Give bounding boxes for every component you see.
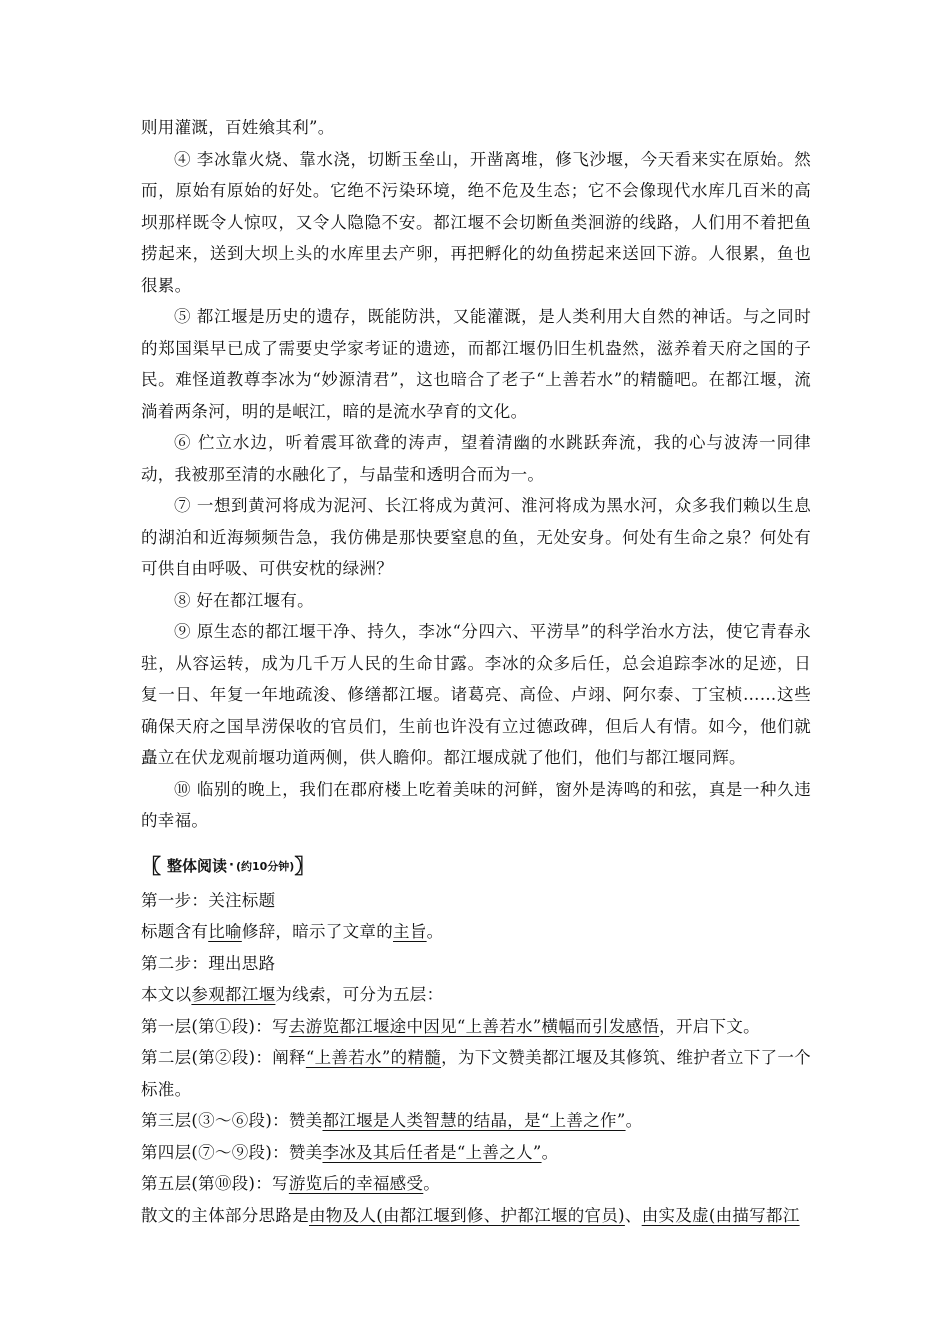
text-segment: 第二层(第②段)：阐释 <box>141 1048 306 1067</box>
step2-line: 第二步：理出思路 <box>141 953 276 973</box>
underlined-answer: 游览后的幸福感受 <box>288 1174 424 1193</box>
section-time-note: (约10分钟) <box>235 859 295 873</box>
text-segment: 标题含有 <box>141 922 209 941</box>
underlined-answer: “上善若水”的精髓 <box>305 1048 442 1067</box>
title-analysis-line <box>141 916 811 948</box>
layer5-line <box>141 1168 811 1200</box>
open-bracket: 〖 <box>141 853 161 878</box>
summary-line <box>141 1200 811 1232</box>
step1-line: 第一步：关注标题 <box>141 890 276 910</box>
text-segment: 、 <box>624 1205 642 1225</box>
clue-line <box>141 979 811 1011</box>
layer3-line <box>141 1105 811 1137</box>
text-segment: 第一层(第①段)：写 <box>141 1016 289 1036</box>
section-dot: · <box>229 858 234 873</box>
paragraph-3-end: 则用灌溉，百姓飨其利”。 <box>141 118 335 137</box>
text-segment: ，开启下文。 <box>659 1016 760 1036</box>
text-segment: 第三层(③～⑥段)：赞美 <box>141 1111 323 1130</box>
document-page <box>141 112 811 1231</box>
paragraph-8: ⑧ 好在都江堰有。 <box>174 590 314 610</box>
underlined-answer: 主旨 <box>393 922 427 941</box>
paragraph-5: ⑤ 都江堰是历史的遗存，既能防洪，又能灌溉，是人类利用大自然的神话。与之同时的郑国渠早已成了需要史学家考证的遗迹，而都江堰仍旧生机盎然，滋养着天府之国的子民。难怪道教尊李冰为“妙源清君”，这也暗合了老子“上善若水”的精髓吧。在都江堰，流淌着两条河，明的是岷江，暗的是流水孕育的文化。 <box>141 307 811 421</box>
underlined-answer: 去游览都江堰途中因见“上善若水”横幅而引发感悟 <box>288 1016 660 1036</box>
section-heading <box>141 851 811 881</box>
paragraph-9: ⑨ 原生态的都江堰干净、持久，李冰“分四六、平涝旱”的科学治水方法，使它青春永驻，从容运转，成为几千万人民的生命甘露。李冰的众多后任，总会追踪李冰的足迹，日复一日、年复一年地疏浚、修缮都江堰。诸葛亮、高俭、卢翊、阿尔泰、丁宝桢……这些确保天府之国旱涝保收的官员们，生前也许没有立过德政碑，但后人有情。如今，他们就矗立在伏龙观前堰功道两侧，供人瞻仰。都江堰成就了他们，他们与都江堰同辉。 <box>141 622 811 767</box>
paragraph-10: ⑩ 临别的晚上，我们在郡府楼上吃着美味的河鲜，窗外是涛鸣的和弦，真是一种久违的幸福。 <box>141 779 811 830</box>
layer2-line <box>141 1042 811 1105</box>
text-segment: ，为下文赞美都江堰及其修筑、维护者立下了一个标准。 <box>141 1048 811 1099</box>
paragraph-4: ④ 李冰靠火烧、靠水浇，切断玉垒山，开凿离堆，修飞沙堰，今天看来实在原始。然而，原始有原始的好处。它绝不污染环境，绝不危及生态；它不会像现代水库几百米的高坝那样既令人惊叹，又令人隐隐不安。都江堰不会切断鱼类洄游的线路，人们用不着把鱼捞起来，送到大坝上头的水库里去产卵，再把孵化的幼鱼捞起来送回下游。人很累，鱼也很累。 <box>141 149 811 295</box>
text-segment: 。 <box>625 1111 643 1130</box>
text-segment: 第四层(⑦～⑨段)：赞美 <box>141 1142 323 1162</box>
text-segment: 。 <box>541 1142 559 1162</box>
paragraph-6: ⑥ 伫立水边，听着震耳欲聋的涛声，望着清幽的水跳跃奔流，我的心与波涛一同律动，我被那至清的水融化了，与晶莹和透明合而为一。 <box>141 433 811 484</box>
underlined-answer: 由物及人(由都江堰到修、护都江堰的官员) <box>309 1205 625 1225</box>
underlined-answer: 都江堰是人类智慧的结晶，是“上善之作” <box>322 1111 626 1130</box>
underlined-answer: 李冰及其后任者是“上善之人” <box>322 1142 542 1162</box>
underlined-answer: 参观都江堰 <box>191 985 276 1004</box>
layer4-line <box>141 1137 811 1169</box>
text-segment: 为线索，可分为五层： <box>275 985 444 1004</box>
text-segment: 。 <box>423 1174 441 1193</box>
layer1-line <box>141 1011 811 1043</box>
underlined-answer: 由实及虚(由描写都江 <box>641 1205 800 1225</box>
text-segment: 修辞，暗示了文章的 <box>241 922 394 941</box>
text-segment: 散文的主体部分思路是 <box>141 1205 309 1225</box>
close-bracket: 〗 <box>294 853 315 878</box>
text-segment: 第五层(第⑩段)：写 <box>141 1174 289 1193</box>
paragraph-7: ⑦ 一想到黄河将成为泥河、长江将成为黄河、淮河将成为黑水河，众多我们赖以生息的湖泊和近海频频告急，我仿佛是那快要窒息的鱼，无处安身。何处有生命之泉？何处有可供自由呼吸、可供安枕的绿洲？ <box>141 496 811 578</box>
underlined-answer: 比喻 <box>208 922 242 941</box>
text-segment: 。 <box>426 922 444 941</box>
section-title: 整体阅读 <box>167 857 228 875</box>
text-segment: 本文以 <box>141 985 192 1004</box>
